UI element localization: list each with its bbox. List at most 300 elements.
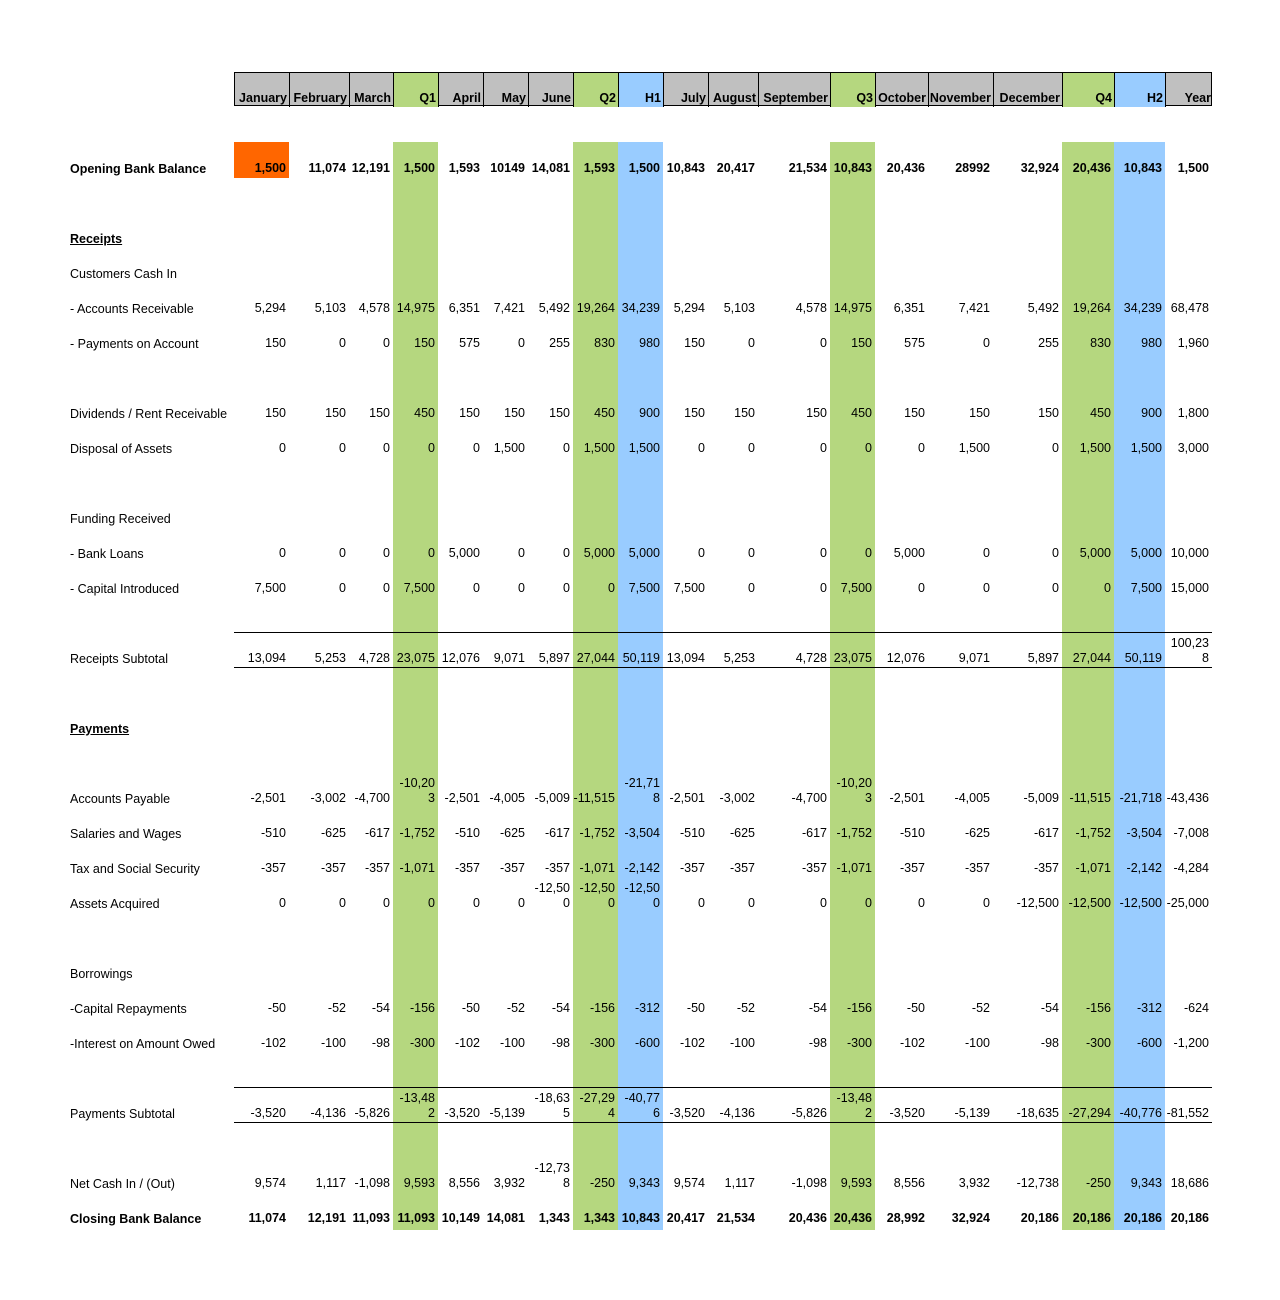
table-cell — [663, 842, 708, 876]
row-label: Net Cash In / (Out) — [70, 1177, 175, 1191]
cell-value: 5,492 — [538, 301, 570, 315]
cell-value: 450 — [851, 406, 872, 420]
cell-value: 255 — [1038, 336, 1059, 350]
cell-value: 150 — [684, 336, 705, 350]
table-cell — [483, 632, 528, 666]
cell-value: -2,501 — [889, 791, 925, 805]
cell-value: -3,504 — [1126, 826, 1162, 840]
cell-value: -510 — [260, 826, 286, 840]
table-cell — [830, 632, 875, 666]
cell-value: 4,578 — [795, 301, 827, 315]
table-cell — [1062, 282, 1114, 316]
cell-value: -12,500 — [624, 881, 660, 910]
table-cell — [993, 1192, 1062, 1226]
table-cell — [1165, 842, 1212, 876]
table-cell — [1114, 772, 1165, 806]
cell-value: -3,504 — [624, 826, 660, 840]
cell-value: 14,975 — [396, 301, 435, 315]
cell-value: 0 — [279, 546, 286, 560]
cell-value: -357 — [801, 861, 827, 875]
table-cell — [928, 527, 993, 561]
cell-value: 0 — [820, 441, 827, 455]
table-cell — [993, 142, 1062, 176]
cell-value: -4,005 — [954, 791, 990, 805]
cell-value: -3,520 — [889, 1106, 925, 1120]
table-cell — [618, 842, 663, 876]
cell-value: -2,142 — [1126, 861, 1162, 875]
table-cell — [528, 1087, 573, 1121]
table-cell — [1114, 807, 1165, 841]
table-cell — [289, 842, 349, 876]
column-header[interactable] — [664, 73, 709, 107]
cell-value: 0 — [518, 581, 525, 595]
table-cell — [1062, 632, 1114, 666]
table-cell — [1165, 877, 1212, 911]
cell-value: -18,635 — [534, 1091, 570, 1120]
cell-value: 5,103 — [723, 301, 755, 315]
table-cell — [234, 1157, 289, 1191]
table-cell — [830, 387, 875, 421]
cell-value: -1,752 — [1075, 826, 1111, 840]
table-cell — [438, 1157, 483, 1191]
cell-value: 8,556 — [893, 1176, 925, 1190]
table-cell — [393, 422, 438, 456]
table-cell — [573, 562, 618, 596]
cell-value: -54 — [1040, 1001, 1059, 1015]
cell-value: 0 — [383, 896, 390, 910]
cell-value: 0 — [428, 546, 435, 560]
column-header[interactable] — [529, 73, 574, 107]
table-cell — [708, 807, 758, 841]
column-header[interactable] — [439, 73, 484, 107]
table-cell — [234, 562, 289, 596]
table-cell — [438, 282, 483, 316]
cell-value: 0 — [820, 336, 827, 350]
table-cell — [993, 387, 1062, 421]
cell-value: 8,556 — [448, 1176, 480, 1190]
cell-value: 150 — [684, 406, 705, 420]
table-cell — [758, 1192, 830, 1226]
table-cell — [528, 982, 573, 1016]
table-cell — [289, 1017, 349, 1051]
cell-value: -10,203 — [399, 776, 435, 805]
table-cell — [875, 317, 928, 351]
table-cell — [875, 982, 928, 1016]
table-cell — [1114, 422, 1165, 456]
cell-value: 1,500 — [1079, 441, 1111, 455]
cell-value: 10,000 — [1170, 546, 1209, 560]
cell-value: 1,500 — [628, 441, 660, 455]
table-cell — [875, 1157, 928, 1191]
table-cell — [618, 807, 663, 841]
cell-value: -2,501 — [669, 791, 705, 805]
table-cell — [993, 527, 1062, 561]
column-header[interactable] — [831, 73, 876, 107]
cell-value: -1,071 — [399, 861, 435, 875]
table-cell — [708, 772, 758, 806]
cell-value: -4,136 — [719, 1106, 755, 1120]
table-cell — [1114, 982, 1165, 1016]
cell-value: 34,239 — [1123, 301, 1162, 315]
cell-value: -12,500 — [1119, 896, 1162, 910]
table-cell — [289, 632, 349, 666]
table-cell — [1062, 982, 1114, 1016]
column-header[interactable] — [709, 73, 759, 107]
table-cell — [708, 142, 758, 176]
table-cell — [875, 387, 928, 421]
table-cell — [234, 877, 289, 911]
table-cell — [1165, 772, 1212, 806]
table-cell — [349, 632, 393, 666]
table-cell — [758, 877, 830, 911]
cell-value: 9,574 — [254, 1176, 286, 1190]
table-cell — [349, 1192, 393, 1226]
column-header[interactable] — [574, 73, 619, 107]
table-cell — [1062, 317, 1114, 351]
cell-value: -357 — [1033, 861, 1059, 875]
cell-value: 7,421 — [493, 301, 525, 315]
row-label: Disposal of Assets — [70, 442, 173, 456]
cell-value: -156 — [846, 1001, 872, 1015]
table-cell — [618, 1087, 663, 1121]
table-cell — [1165, 282, 1212, 316]
table-cell — [349, 562, 393, 596]
table-cell — [438, 632, 483, 666]
cell-value: 5,000 — [1130, 546, 1162, 560]
table-cell — [573, 527, 618, 561]
cell-value: 12,191 — [307, 1211, 346, 1225]
cell-value: 7,500 — [628, 581, 660, 595]
table-cell — [618, 772, 663, 806]
cell-value: 4,728 — [795, 651, 827, 665]
row-label: Closing Bank Balance — [70, 1212, 202, 1226]
cell-value: 50,119 — [622, 651, 660, 665]
table-cell — [234, 527, 289, 561]
table-cell — [875, 632, 928, 666]
table-cell — [875, 422, 928, 456]
cell-value: 575 — [904, 336, 925, 350]
table-cell — [875, 562, 928, 596]
cell-value: -5,826 — [354, 1106, 390, 1120]
table-cell — [289, 772, 349, 806]
cell-value: -617 — [801, 826, 827, 840]
table-cell — [708, 422, 758, 456]
column-header[interactable] — [759, 73, 831, 107]
table-cell — [993, 1157, 1062, 1191]
column-header[interactable] — [235, 73, 290, 107]
cell-value: 0 — [518, 546, 525, 560]
table-cell — [289, 982, 349, 1016]
cell-value: 20,436 — [886, 161, 925, 175]
cell-value: -1,071 — [836, 861, 872, 875]
cell-value: -5,139 — [489, 1106, 525, 1120]
cell-value: 5,897 — [1027, 651, 1059, 665]
cell-value: 0 — [473, 441, 480, 455]
cell-value: 0 — [563, 441, 570, 455]
cell-value: 4,728 — [358, 651, 390, 665]
cell-value: -625 — [729, 826, 755, 840]
cell-value: 12,191 — [351, 161, 390, 175]
table-cell — [618, 1192, 663, 1226]
table-cell — [393, 387, 438, 421]
table-cell — [349, 982, 393, 1016]
cell-value: 150 — [734, 406, 755, 420]
cell-value: 0 — [820, 546, 827, 560]
table-cell — [483, 282, 528, 316]
cell-value: 150 — [504, 406, 525, 420]
column-header-label: February — [293, 91, 347, 105]
table-cell — [234, 632, 289, 666]
table-cell — [618, 527, 663, 561]
table-cell — [708, 1192, 758, 1226]
cell-value: 0 — [748, 581, 755, 595]
table-cell — [1165, 387, 1212, 421]
cell-value: -98 — [808, 1036, 827, 1050]
table-cell — [438, 387, 483, 421]
column-header-label: March — [354, 91, 391, 105]
table-cell — [528, 807, 573, 841]
table-cell — [993, 422, 1062, 456]
table-cell — [875, 282, 928, 316]
table-cell — [830, 422, 875, 456]
cell-value: 0 — [1052, 581, 1059, 595]
table-cell — [758, 527, 830, 561]
table-cell — [393, 877, 438, 911]
table-cell — [618, 142, 663, 176]
cell-value: 20,436 — [788, 1211, 827, 1225]
table-cell — [830, 1157, 875, 1191]
cell-value: 150 — [265, 406, 286, 420]
cell-value: 20,417 — [666, 1211, 705, 1225]
table-cell — [708, 842, 758, 876]
table-cell — [708, 1017, 758, 1051]
column-header[interactable] — [929, 73, 994, 107]
cell-value: -12,738 — [534, 1161, 570, 1190]
table-cell — [1114, 842, 1165, 876]
column-header[interactable] — [619, 73, 664, 107]
cell-value: -357 — [454, 861, 480, 875]
cell-value: -5,139 — [954, 1106, 990, 1120]
table-cell — [289, 877, 349, 911]
cell-value: 7,500 — [1130, 581, 1162, 595]
cell-value: 12,076 — [886, 651, 925, 665]
table-cell — [289, 387, 349, 421]
table-cell — [528, 877, 573, 911]
table-cell — [483, 1087, 528, 1121]
table-cell — [928, 807, 993, 841]
table-cell — [663, 282, 708, 316]
table-cell — [663, 1192, 708, 1226]
cell-value: 13,094 — [247, 651, 286, 665]
table-cell — [875, 1192, 928, 1226]
table-cell — [528, 632, 573, 666]
table-cell — [289, 1087, 349, 1121]
cell-value: -100 — [964, 1036, 990, 1050]
cell-value: 11,074 — [308, 161, 346, 175]
column-header[interactable] — [290, 73, 350, 107]
table-cell — [928, 387, 993, 421]
column-header[interactable] — [1166, 73, 1213, 107]
cell-value: 1,117 — [315, 1176, 346, 1190]
cell-value: 150 — [459, 406, 480, 420]
cell-value: 150 — [806, 406, 827, 420]
cell-value: 14,081 — [486, 1211, 525, 1225]
table-cell — [393, 1192, 438, 1226]
table-cell — [483, 807, 528, 841]
table-cell — [483, 142, 528, 176]
column-header[interactable] — [394, 73, 439, 107]
cell-value: 20,436 — [833, 1211, 872, 1225]
cell-value: 0 — [983, 546, 990, 560]
table-cell — [708, 282, 758, 316]
cell-value: -300 — [409, 1036, 435, 1050]
cell-value: 575 — [459, 336, 480, 350]
cell-value: 5,253 — [723, 651, 755, 665]
cell-value: 0 — [518, 896, 525, 910]
column-header-label: H1 — [645, 91, 661, 105]
cell-value: 5,000 — [628, 546, 660, 560]
cell-value: 34,239 — [621, 301, 660, 315]
cell-value: -52 — [736, 1001, 755, 1015]
cell-value: 0 — [865, 896, 872, 910]
cell-value: 0 — [983, 896, 990, 910]
cell-value: -156 — [589, 1001, 615, 1015]
cell-value: -13,482 — [399, 1091, 435, 1120]
table-cell — [875, 142, 928, 176]
cell-value: 150 — [1038, 406, 1059, 420]
subtotal-rule — [234, 1087, 1212, 1088]
table-cell — [289, 142, 349, 176]
table-cell — [758, 422, 830, 456]
table-cell — [289, 1192, 349, 1226]
cell-value: 5,492 — [1027, 301, 1059, 315]
cell-value: -625 — [964, 826, 990, 840]
table-cell — [708, 317, 758, 351]
cell-value: 830 — [594, 336, 615, 350]
cell-value: -617 — [1033, 826, 1059, 840]
cell-value: -1,071 — [579, 861, 615, 875]
cell-value: 13,094 — [666, 651, 705, 665]
table-cell — [758, 1087, 830, 1121]
column-header[interactable] — [1063, 73, 1115, 107]
cell-value: -357 — [364, 861, 390, 875]
cell-value: 1,500 — [254, 161, 286, 175]
row-label: Opening Bank Balance — [70, 162, 207, 176]
column-header[interactable] — [876, 73, 929, 107]
table-cell — [928, 1157, 993, 1191]
column-header-label: H2 — [1147, 91, 1163, 105]
column-header-label: Q2 — [599, 91, 616, 105]
column-header-row — [234, 72, 1212, 106]
cell-value: -617 — [544, 826, 570, 840]
group-label-borrowings: Borrowings — [70, 967, 133, 981]
table-cell — [528, 562, 573, 596]
cell-value: 4,578 — [358, 301, 390, 315]
cell-value: 0 — [563, 581, 570, 595]
column-header[interactable] — [484, 73, 529, 107]
cell-value: 7,500 — [254, 581, 286, 595]
table-cell — [393, 1157, 438, 1191]
cell-value: -3,520 — [444, 1106, 480, 1120]
table-cell — [528, 387, 573, 421]
table-cell — [663, 807, 708, 841]
table-cell — [234, 807, 289, 841]
cell-value: -52 — [971, 1001, 990, 1015]
table-cell — [234, 282, 289, 316]
table-cell — [528, 1157, 573, 1191]
cell-value: 0 — [748, 441, 755, 455]
column-header[interactable] — [994, 73, 1063, 107]
table-cell — [528, 1192, 573, 1226]
table-cell — [928, 317, 993, 351]
cell-value: -600 — [634, 1036, 660, 1050]
cell-value: 9,343 — [1130, 1176, 1162, 1190]
table-cell — [618, 282, 663, 316]
cell-value: 1,500 — [403, 161, 435, 175]
table-cell — [438, 422, 483, 456]
cell-value: 14,081 — [531, 161, 570, 175]
cell-value: 23,075 — [396, 651, 435, 665]
table-cell — [618, 1017, 663, 1051]
cell-value: -10,203 — [836, 776, 872, 805]
table-cell — [830, 1017, 875, 1051]
row-label: Salaries and Wages — [70, 827, 182, 841]
table-cell — [573, 142, 618, 176]
cell-value: 0 — [820, 581, 827, 595]
table-cell — [928, 142, 993, 176]
table-cell — [663, 1157, 708, 1191]
cell-value: -50 — [461, 1001, 480, 1015]
table-cell — [758, 562, 830, 596]
cell-value: 0 — [865, 441, 872, 455]
table-cell — [1062, 562, 1114, 596]
table-cell — [1062, 142, 1114, 176]
cell-value: 23,075 — [833, 651, 872, 665]
table-cell — [830, 842, 875, 876]
table-cell — [349, 282, 393, 316]
cell-value: 5,000 — [893, 546, 925, 560]
table-cell — [1165, 1087, 1212, 1121]
table-cell — [708, 1157, 758, 1191]
row-label: Payments Subtotal — [70, 1107, 175, 1121]
cell-value: 0 — [339, 546, 346, 560]
table-cell — [438, 877, 483, 911]
cell-value: -81,552 — [1166, 1106, 1209, 1120]
cell-value: -250 — [1085, 1176, 1111, 1190]
cell-value: -12,500 — [579, 881, 615, 910]
table-cell — [1114, 527, 1165, 561]
subtotal-rule — [234, 1122, 1212, 1123]
cell-value: -300 — [589, 1036, 615, 1050]
cell-value: -1,752 — [579, 826, 615, 840]
cell-value: -357 — [964, 861, 990, 875]
cell-value: 19,264 — [1072, 301, 1111, 315]
cell-value: 0 — [698, 546, 705, 560]
cell-value: -2,142 — [624, 861, 660, 875]
cell-value: -1,098 — [354, 1176, 390, 1190]
column-header[interactable] — [1115, 73, 1166, 107]
table-cell — [1165, 422, 1212, 456]
table-cell — [234, 142, 289, 176]
table-cell — [483, 317, 528, 351]
cell-value: 19,264 — [576, 301, 615, 315]
cell-value: -357 — [260, 861, 286, 875]
table-cell — [758, 842, 830, 876]
table-cell — [618, 562, 663, 596]
table-cell — [663, 387, 708, 421]
cell-value: 980 — [639, 336, 660, 350]
column-header[interactable] — [350, 73, 394, 107]
